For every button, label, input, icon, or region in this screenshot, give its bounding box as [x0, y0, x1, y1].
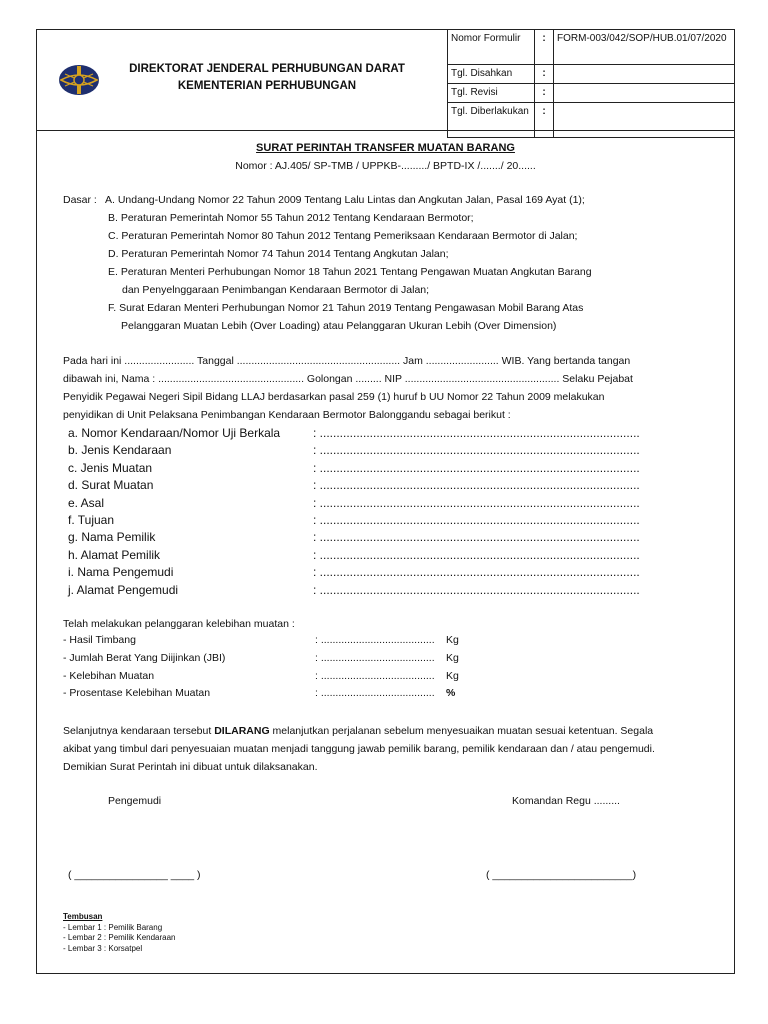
- field-label: a. Nomor Kendaraan/Nomor Uji Berkala: [68, 426, 281, 440]
- org-line-2: KEMENTERIAN PERHUBUNGAN: [177, 80, 357, 92]
- field-label: j. Alamat Pengemudi: [68, 582, 179, 597]
- violation-unit: Kg: [446, 651, 459, 664]
- meta-value: [554, 65, 735, 84]
- tembusan-heading: Tembusan: [63, 912, 103, 921]
- intro-paragraph: [63, 352, 705, 424]
- violation-heading: Telah melakukan pelanggaran kelebihan muatan :: [63, 618, 295, 630]
- signature-left-title: Pengemudi: [108, 795, 162, 807]
- field-value: : ................................................................................................: [313, 460, 640, 475]
- closing-emphasis: DILARANG: [214, 725, 270, 737]
- violation-unit: Kg: [446, 634, 459, 646]
- violation-label: - Kelebihan Muatan: [63, 669, 155, 682]
- meta-value: FORM-003/042/SOP/HUB.01/07/2020: [554, 30, 735, 65]
- field-label: c. Jenis Muatan: [68, 460, 153, 475]
- closing-pre: Selanjutnya kendaraan tersebut: [63, 725, 215, 737]
- meta-label: Tgl. Disahkan: [448, 65, 535, 84]
- dasar-item: C. Peraturan Pemerintah Nomor 80 Tahun 2012 Tentang Pemeriksaan Kendaraan Bermotor di Jalan;: [108, 230, 578, 242]
- tembusan-item: - Lembar 1 : Pemilik Barang: [63, 922, 163, 932]
- field-row: [68, 530, 668, 547]
- tembusan-item: - Lembar 2 : Pemilik Kendaraan: [63, 933, 176, 942]
- intro-line: penyidikan di Unit Pelaksana Penimbangan Kendaraan Bermotor Balonggandu sebagai berikut :: [63, 409, 511, 421]
- form-meta-table: [447, 29, 735, 138]
- meta-row: [448, 103, 735, 138]
- field-label: d. Surat Muatan: [68, 478, 154, 493]
- dasar-item: Pelanggaran Muatan Lebih (Over Loading) atau Pelanggaran Ukuran Lebih (Over Dimension): [121, 320, 557, 332]
- dasar-item: D. Peraturan Pemerintah Nomor 74 Tahun 2014 Tentang Angkutan Jalan;: [108, 248, 449, 260]
- meta-value: [554, 103, 735, 138]
- meta-sep: :: [535, 30, 554, 65]
- signature-left-line: ( ________________ ____ ): [68, 869, 201, 881]
- tembusan: [63, 912, 176, 954]
- violation-row: [63, 687, 663, 705]
- meta-row: [448, 30, 735, 65]
- meta-label: Nomor Formulir: [448, 30, 535, 65]
- violation-value: : .......................................: [315, 651, 435, 664]
- meta-sep: :: [535, 103, 554, 138]
- field-value: : ................................................................................................: [313, 478, 640, 493]
- meta-row: [448, 65, 735, 84]
- closing-line: Demikian Surat Perintah ini dibuat untuk dilaksanakan.: [63, 761, 318, 773]
- dasar-item: A. Undang-Undang Nomor 22 Tahun 2009 Tentang Lalu Lintas dan Angkutan Jalan, Pasal 169 Ayat (1);: [105, 194, 585, 206]
- field-value: : ................................................................................................: [313, 426, 640, 440]
- field-row: [68, 548, 668, 565]
- field-value: : ................................................................................................: [313, 582, 640, 597]
- violation-row: [63, 652, 663, 670]
- field-label: g. Nama Pemilik: [68, 530, 156, 545]
- meta-row: [448, 84, 735, 103]
- org-line-1: DIREKTORAT JENDERAL PERHUBUNGAN DARAT: [129, 63, 405, 75]
- field-label: h. Alamat Pemilik: [68, 547, 161, 562]
- closing-paragraph: [63, 722, 705, 776]
- field-row: [68, 583, 668, 600]
- violation-row: [63, 634, 663, 652]
- field-row: [68, 443, 668, 460]
- violation-unit: Kg: [446, 669, 459, 682]
- meta-value: [554, 84, 735, 103]
- header-org: [37, 30, 447, 130]
- field-value: : ................................................................................................: [313, 495, 640, 510]
- violation-row: [63, 670, 663, 688]
- org-name: [107, 61, 427, 95]
- intro-line: Pada hari ini ........................ Tanggal ........................................................ Jam ......................... WIB. Yang bertanda tangan: [63, 355, 631, 367]
- field-value: : ................................................................................................: [313, 443, 640, 458]
- field-value: : ................................................................................................: [313, 512, 640, 527]
- dasar-item: E. Peraturan Menteri Perhubungan Nomor 18 Tahun 2021 Tentang Pengawan Muatan Angkutan Barang: [108, 266, 592, 278]
- field-value: : ................................................................................................: [313, 530, 640, 545]
- intro-line: Penyidik Pegawai Negeri Sipil Bidang LLAJ berdasarkan pasal 259 (1) huruf b UU Nomor 22 Tahun 2009 melakukan: [63, 391, 605, 403]
- violation-label: - Prosentase Kelebihan Muatan: [63, 687, 211, 700]
- dasar-item: F. Surat Edaran Menteri Perhubungan Nomor 21 Tahun 2019 Tentang Pengawasan Mobil Barang Atas: [108, 302, 584, 314]
- field-label: i. Nama Pengemudi: [68, 565, 174, 580]
- dasar-item: B. Peraturan Pemerintah Nomor 55 Tahun 2012 Tentang Kendaraan Bermotor;: [108, 212, 474, 224]
- violation-label: - Jumlah Berat Yang Diijinkan (JBI): [63, 651, 226, 664]
- field-label: e. Asal: [68, 495, 105, 510]
- dasar-label: Dasar :: [63, 194, 97, 206]
- closing-line: akibat yang timbul dari penyesuaian muatan menjadi tanggung jawab pemilik barang, pemilik kendaraan dan / atau pengemudi.: [63, 743, 655, 755]
- violation-value: : .......................................: [315, 687, 435, 700]
- field-value: : ................................................................................................: [313, 565, 640, 580]
- field-row: [68, 478, 668, 495]
- closing-post: melanjutkan perjalanan sebelum menyesuaikan muatan sesuai ketentuan. Segala: [269, 725, 654, 737]
- violation-label: - Hasil Timbang: [63, 634, 136, 646]
- violation-value: : .......................................: [315, 634, 435, 646]
- violation-rows: [63, 634, 663, 705]
- meta-label: Tgl. Diberlakukan: [448, 103, 535, 138]
- intro-line: dibawah ini, Nama : .................................................. Golongan ......... NIP ..................................................... Selaku Pejabat: [63, 373, 633, 385]
- document-number: Nomor : AJ.405/ SP-TMB / UPPKB-........./ BPTD-IX /......./ 20......: [235, 160, 536, 172]
- meta-label: Tgl. Revisi: [448, 84, 535, 103]
- field-label: b. Jenis Kendaraan: [68, 443, 172, 458]
- violation-value: : .......................................: [315, 669, 435, 682]
- closing-line: [63, 722, 705, 740]
- dasar-item: dan Penyelnggaraan Penimbangan Kendaraan Bermotor di Jalan;: [122, 284, 430, 296]
- field-row: [68, 496, 668, 513]
- field-row: [68, 565, 668, 582]
- tembusan-item: - Lembar 3 : Korsatpel: [63, 943, 143, 953]
- document-title: SURAT PERINTAH TRANSFER MUATAN BARANG: [256, 142, 515, 154]
- meta-sep: :: [535, 84, 554, 103]
- field-row: [68, 461, 668, 478]
- field-label: f. Tujuan: [68, 512, 115, 527]
- dephub-logo-icon: [57, 58, 101, 102]
- signature-right-title: Komandan Regu .........: [512, 795, 620, 807]
- vehicle-fields: [68, 426, 668, 600]
- field-row: [68, 513, 668, 530]
- signature-right-line: ( ________________________): [486, 869, 637, 881]
- meta-sep: :: [535, 65, 554, 84]
- field-row: [68, 426, 668, 443]
- violation-unit: %: [446, 687, 456, 700]
- field-value: : ................................................................................................: [313, 547, 640, 562]
